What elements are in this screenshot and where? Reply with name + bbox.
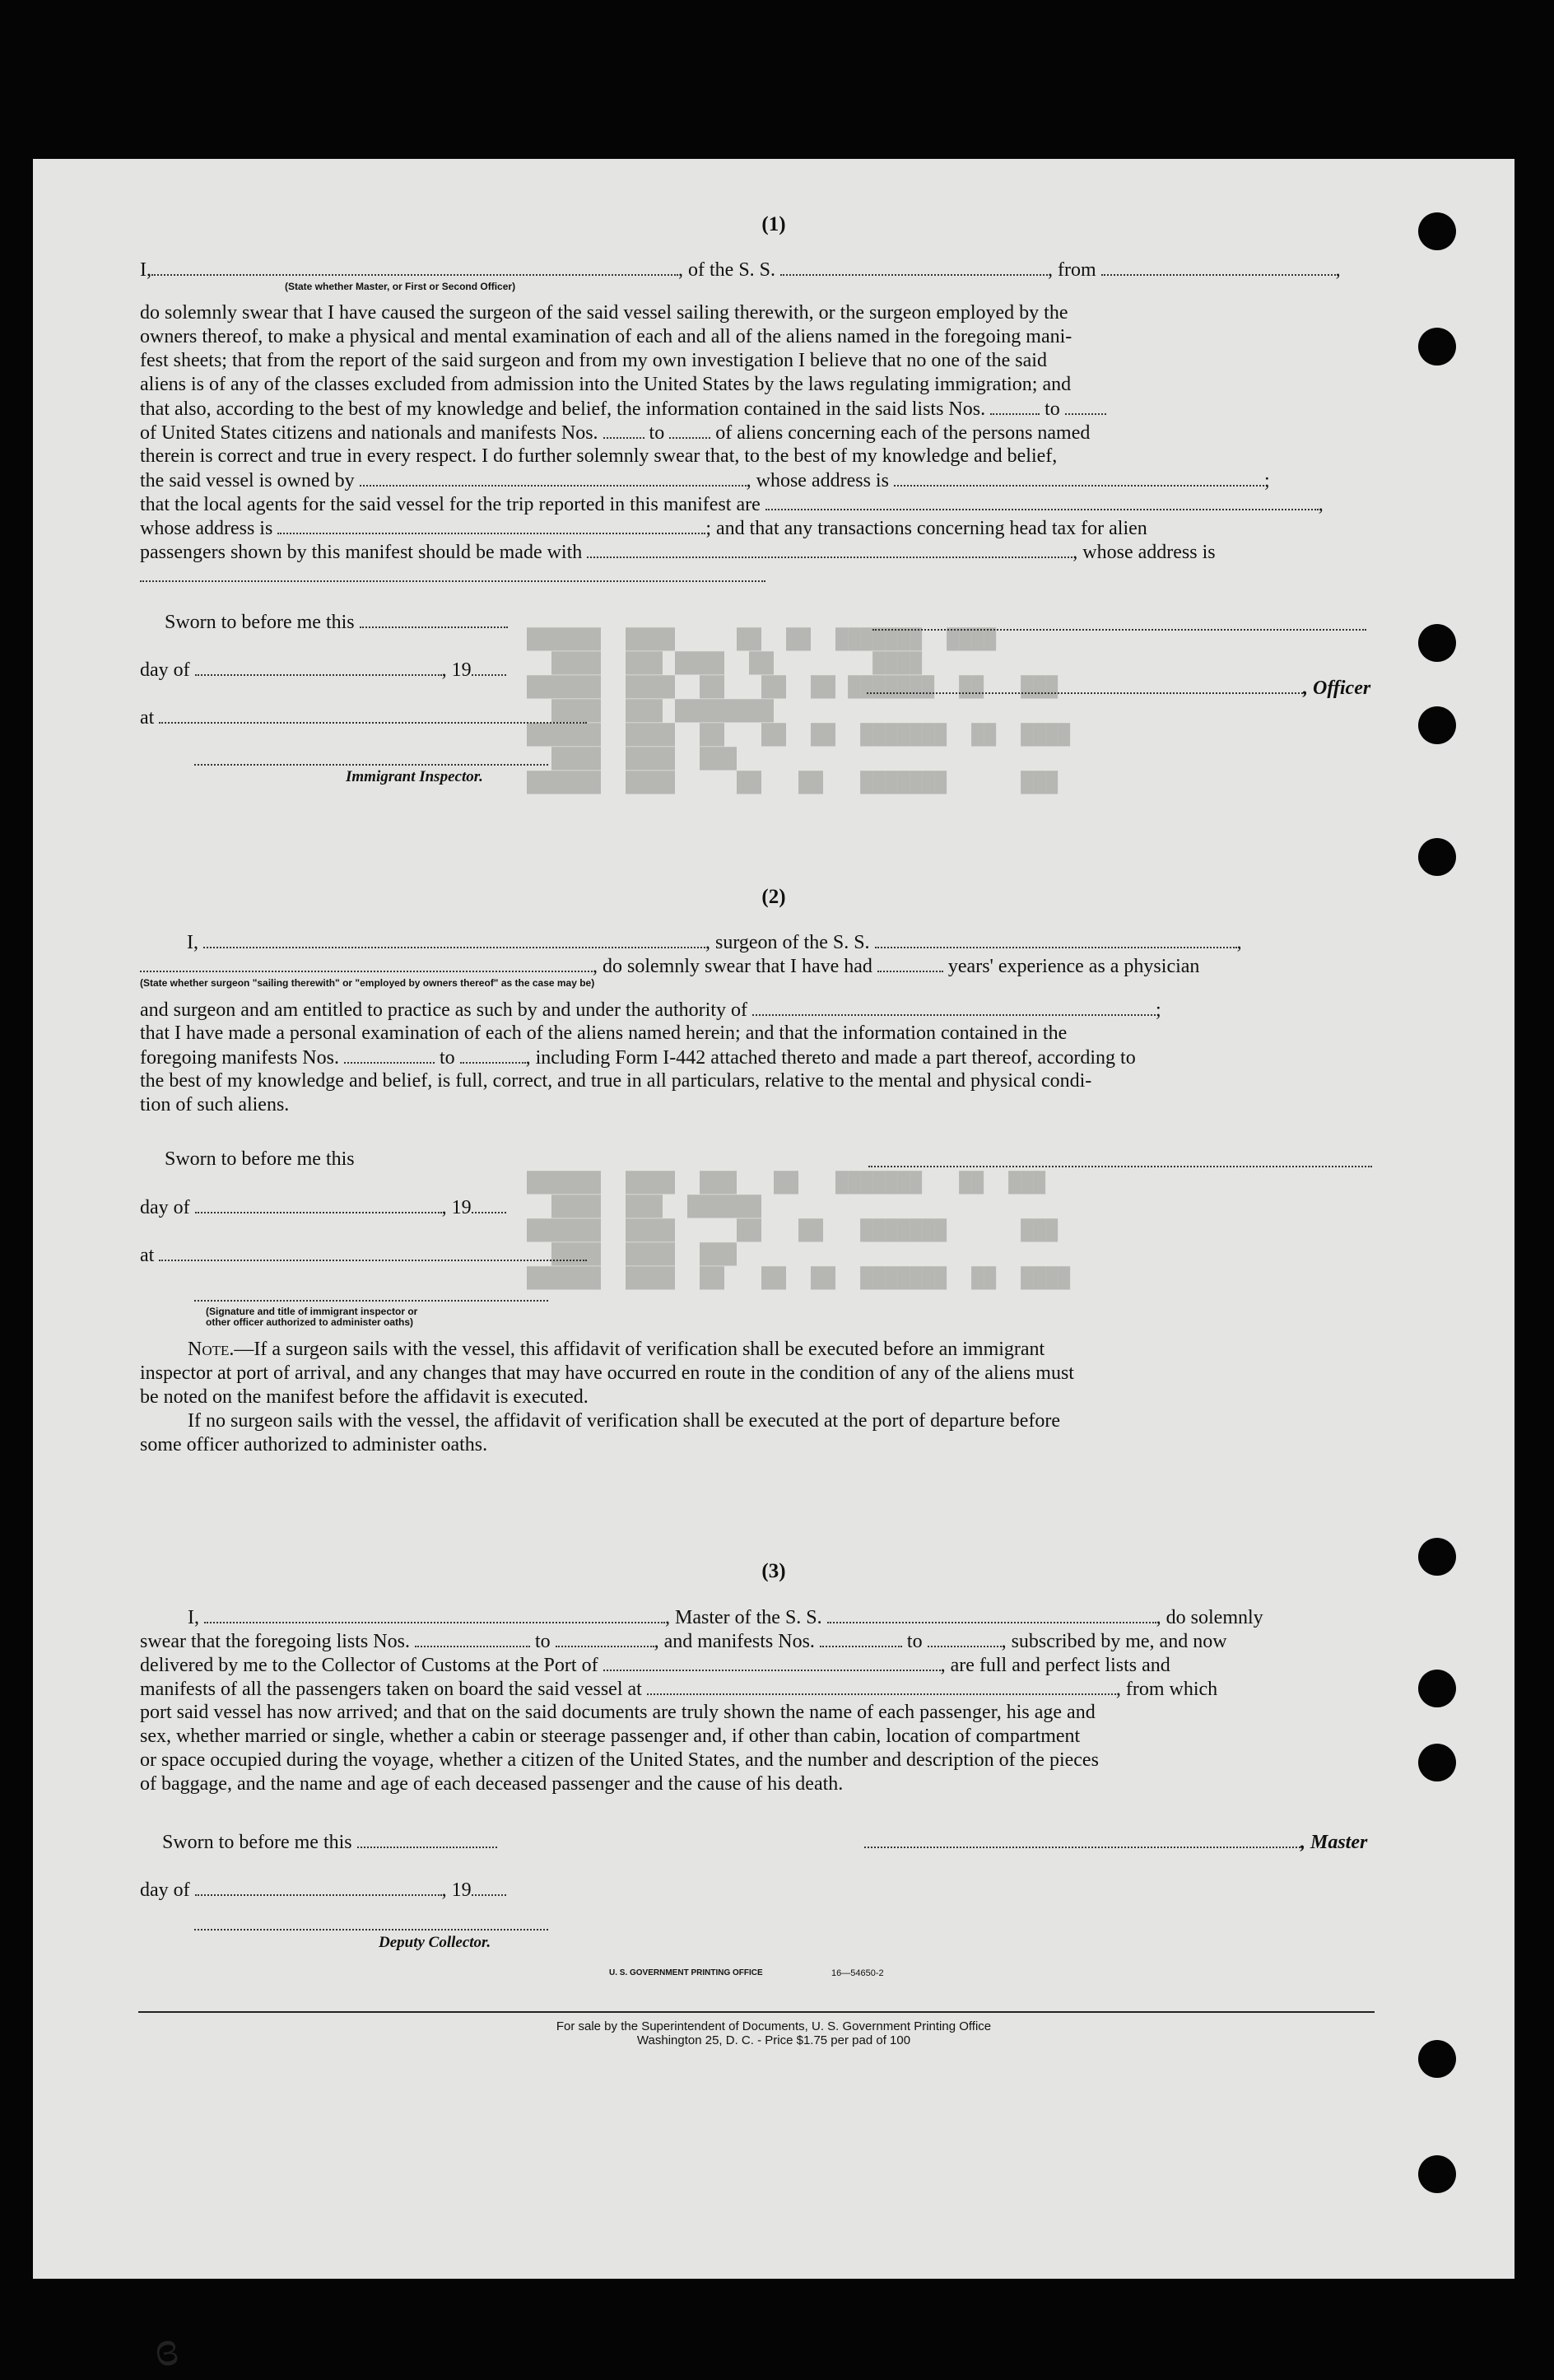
s2-day-field[interactable] xyxy=(195,1195,442,1213)
deputy-collector-title: Deputy Collector. xyxy=(379,1934,491,1951)
s1-inspector-signature-line xyxy=(194,764,548,766)
s3-year-field[interactable] xyxy=(472,1878,506,1896)
s3-line-lists: swear that the foregoing lists Nos. to , and manifests Nos. to , subscribed by me, and now xyxy=(140,1631,1227,1652)
s3-master-line: , Master xyxy=(864,1830,1367,1854)
s3-day-line: day of , 19 xyxy=(140,1878,506,1902)
s2-paragraph-5: tion of such aliens. xyxy=(140,1094,290,1115)
s1-paragraph-2: owners thereof, to make a physical and mental examination of each and all of the aliens named in the foregoing mani- xyxy=(140,326,1072,347)
section-2-heading: (2) xyxy=(761,886,786,908)
s3-list-from-field[interactable] xyxy=(415,1629,530,1647)
s2-paragraph-3: foregoing manifests Nos. to , including Form I-442 attached thereto and made a part thereof, according to xyxy=(140,1047,1136,1069)
s2-signature-hint-2: other officer authorized to administer oaths) xyxy=(206,1316,414,1328)
s1-paragraph-9: that the local agents for the said vessel for the trip reported in this manifest are , xyxy=(140,494,1324,515)
s2-line-experience: , do solemnly swear that I have had years' experience as a physician xyxy=(140,954,1199,978)
master-signature-field[interactable] xyxy=(864,1830,1300,1848)
citizen-list-from-field[interactable] xyxy=(990,397,1040,415)
manifest-from-field[interactable] xyxy=(603,421,644,439)
s1-paragraph-10: whose address is ; and that any transactions concerning head tax for alien xyxy=(140,518,1147,539)
s1-at-field[interactable] xyxy=(159,706,587,724)
s3-paragraph-2: sex, whether married or single, whether a cabin or steerage passenger and, if other than cabin, location of compartment xyxy=(140,1726,1081,1747)
punch-hole xyxy=(1418,624,1456,662)
s1-paragraph-4: aliens is of any of the classes excluded from admission into the United States by the laws regulating immigration; and xyxy=(140,374,1072,395)
local-agents-field[interactable] xyxy=(765,492,1319,510)
s2-paragraph-4: the best of my knowledge and belief, is full, correct, and true in all particulars, relative to the mental and physical condi- xyxy=(140,1070,1092,1092)
s1-paragraph-8: the said vessel is owned by , whose address is ; xyxy=(140,470,1270,491)
manifest-to-field[interactable] xyxy=(669,421,710,439)
s2-manifest-to-field[interactable] xyxy=(460,1046,526,1064)
bleed-through-texture: ██████ ████ ██ ██ ███████ ████ ████ ███ ████ ██ ████ ██████ ████ ██ ██ ██ ███████ ██ ███ ████ ███ ████████ ██████ ████ ██ ██ ██ ███████ ██ ████ ████ ████ ███ ██████ ████ ██ ██ ███████ ███ xyxy=(527,627,1071,794)
s2-note-5: some officer authorized to administer oaths. xyxy=(140,1434,488,1455)
punch-hole xyxy=(1418,1670,1456,1707)
s3-line-port: delivered by me to the Collector of Customs at the Port of , are full and perfect lists and xyxy=(140,1655,1170,1676)
surgeon-name-field[interactable] xyxy=(203,930,705,948)
s2-note-4: If no surgeon sails with the vessel, the affidavit of verification shall be executed at the port of departure before xyxy=(188,1410,1061,1432)
s3-list-to-field[interactable] xyxy=(556,1629,654,1647)
punch-hole xyxy=(1418,328,1456,366)
practice-authority-field[interactable] xyxy=(752,998,1156,1016)
officer-signature-field[interactable] xyxy=(867,676,1303,694)
s2-inspector-signature-line xyxy=(194,1300,548,1302)
form-number: 16—54650-2 xyxy=(831,1968,884,1978)
vessel-owner-field[interactable] xyxy=(360,468,747,487)
s2-vessel-field[interactable] xyxy=(875,930,1237,948)
punch-hole xyxy=(1418,706,1456,744)
officer-name-field[interactable] xyxy=(151,258,678,276)
s1-day-line: day of , 19 xyxy=(140,658,506,682)
s2-note-2: inspector at port of arrival, and any changes that may have occurred en route in the condition of any of the aliens must xyxy=(140,1362,1074,1384)
section-1-heading: (1) xyxy=(761,213,786,235)
officer-hint: (State whether Master, or First or Second Officer) xyxy=(285,281,516,292)
s1-paragraph-6: of United States citizens and nationals and manifests Nos. to of aliens concerning each of the persons named xyxy=(140,422,1091,444)
s1-officer-top-line xyxy=(872,629,1366,631)
departure-port-field[interactable] xyxy=(1101,258,1336,276)
s2-at-line: at xyxy=(140,1243,587,1267)
head-tax-address-line xyxy=(140,580,765,582)
arrival-port-field[interactable] xyxy=(603,1653,941,1671)
deputy-collector-signature-line xyxy=(194,1929,548,1931)
agents-address-field[interactable] xyxy=(277,516,705,534)
s3-paragraph-1: port said vessel has now arrived; and that on the said documents are truly shown the name of each passenger, his age and xyxy=(140,1702,1096,1723)
s1-line-vessel: I, , of the S. S. , from , xyxy=(140,259,1341,281)
s3-vessel-field[interactable] xyxy=(827,1605,1156,1623)
s1-day-field[interactable] xyxy=(195,658,442,676)
s3-line-master: I, , Master of the S. S. , do solemnly xyxy=(188,1607,1263,1628)
s2-sworn-line: Sworn to before me this xyxy=(165,1148,355,1170)
s1-sworn-date-field[interactable] xyxy=(360,610,508,628)
s1-paragraph-7: therein is correct and true in every respect. I do further solemnly swear that, to the best of my knowledge and belief, xyxy=(140,445,1058,467)
s2-year-field[interactable] xyxy=(472,1195,506,1213)
s1-at-line: at xyxy=(140,706,587,729)
owner-address-field[interactable] xyxy=(894,468,1264,487)
punch-hole xyxy=(1418,838,1456,876)
s2-manifest-from-field[interactable] xyxy=(344,1046,435,1064)
handwritten-page-mark: ɞ xyxy=(150,2319,183,2378)
s2-line-surgeon: I, , surgeon of the S. S. , xyxy=(187,932,1242,953)
citizen-list-to-field[interactable] xyxy=(1065,397,1106,415)
s1-paragraph-3: fest sheets; that from the report of the said surgeon and from my own investigation I believe that no one of the said xyxy=(140,350,1047,371)
footer-rule xyxy=(138,2011,1375,2013)
section-3-heading: (3) xyxy=(761,1560,786,1582)
vessel-name-field[interactable] xyxy=(780,258,1048,276)
bleed-through-texture: ██████ ████ ███ ██ ███████ ██ ███ ████ ███ ██████ ██████ ████ ██ ██ ███████ ███ ████ ████ ███ ██████ ████ ██ ██ ██ ███████ ██ ████ xyxy=(527,1171,1071,1290)
s3-manifest-from-field[interactable] xyxy=(820,1629,902,1647)
s2-note-1: Note.—If a surgeon sails with the vessel, this affidavit of verification shall be executed before an immigrant xyxy=(188,1339,1045,1360)
s3-paragraph-4: of baggage, and the name and age of each deceased passenger and the cause of his death. xyxy=(140,1773,844,1795)
s3-manifest-to-field[interactable] xyxy=(928,1629,1002,1647)
surgeon-status-field[interactable] xyxy=(140,954,593,972)
s3-day-field[interactable] xyxy=(195,1878,442,1896)
s1-paragraph-1: do solemnly swear that I have caused the surgeon of the said vessel sailing therewith, or the surgeon employed by the xyxy=(140,302,1068,324)
punch-hole xyxy=(1418,1744,1456,1782)
s3-sworn-line: Sworn to before me this xyxy=(162,1830,497,1854)
s1-paragraph-11: passengers shown by this manifest should be made with , whose address is xyxy=(140,542,1216,563)
punch-hole xyxy=(1418,2155,1456,2193)
manifest-back-page xyxy=(33,159,1514,2378)
s1-officer-line: , Officer xyxy=(867,676,1370,700)
s3-line-taken: manifests of all the passengers taken on board the said vessel at , from which xyxy=(140,1679,1218,1700)
master-name-field[interactable] xyxy=(204,1605,665,1623)
s3-sworn-date-field[interactable] xyxy=(357,1830,497,1848)
s2-paragraph-1: and surgeon and am entitled to practice as such by and under the authority of ; xyxy=(140,999,1161,1021)
s2-at-field[interactable] xyxy=(159,1243,587,1261)
s2-note-3: be noted on the manifest before the affidavit is executed. xyxy=(140,1386,589,1408)
s3-paragraph-3: or space occupied during the voyage, whether a citizen of the United States, and the number and description of the pieces xyxy=(140,1749,1099,1771)
years-experience-field[interactable] xyxy=(877,954,943,972)
s2-signature-hint-1: (Signature and title of immigrant inspector or xyxy=(206,1306,418,1317)
s1-paragraph-5: that also, according to the best of my knowledge and belief, the information contained in the said lists Nos. to xyxy=(140,397,1106,421)
s2-paragraph-2: that I have made a personal examination of each of the aliens named herein; and that the information contained in the xyxy=(140,1022,1068,1044)
s1-sworn-line: Sworn to before me this xyxy=(165,610,508,634)
surgeon-hint: (State whether surgeon "sailing therewith" or "employed by owners thereof" as the case may be) xyxy=(140,977,595,989)
sale-notice-1: For sale by the Superintendent of Documents, U. S. Government Printing Office xyxy=(556,2019,992,2033)
head-tax-party-field[interactable] xyxy=(587,540,1072,558)
sale-notice-2: Washington 25, D. C. - Price $1.75 per pad of 100 xyxy=(636,2033,911,2047)
s1-year-field[interactable] xyxy=(472,658,506,676)
embarkation-port-field[interactable] xyxy=(647,1677,1116,1695)
immigrant-inspector-title: Immigrant Inspector. xyxy=(346,768,483,785)
s2-day-line: day of , 19 xyxy=(140,1195,506,1219)
gpo-imprint: U. S. GOVERNMENT PRINTING OFFICE xyxy=(609,1968,763,1977)
s2-surgeon-signature-line xyxy=(868,1166,1372,1167)
